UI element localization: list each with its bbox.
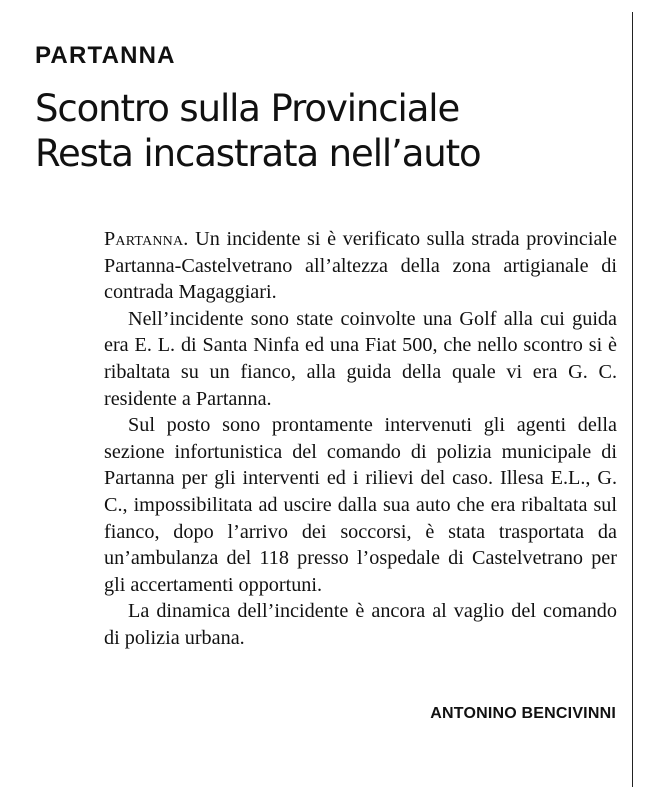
article-headline (35, 86, 625, 176)
dateline: Partanna. (104, 228, 189, 250)
paragraph-1 (104, 226, 617, 306)
kicker-location: PARTANNA (35, 42, 176, 69)
article-body (104, 226, 617, 652)
paragraph-2: Nell’incidente sono state coinvolte una Golf alla cui guida era E. L. di Santa Ninfa ed una Fiat 500, che nello scontro si è ribaltata su un fianco, alla guida della quale vi era G. C. residente a Partanna. (104, 307, 617, 410)
paragraph-4: La dinamica dell’incidente è ancora al vaglio del comando di polizia urbana. (104, 600, 617, 649)
headline-line-1: Scontro sulla Provinciale (35, 87, 460, 130)
paragraph-1-text: Un incidente si è verificato sulla strada provinciale Partanna-Castelvetrano all’altezza della zona artigianale di contrada Magaggiari. (104, 228, 617, 304)
headline-line-2: Resta incastrata nell’auto (35, 132, 481, 175)
author-byline: ANTONINO BENCIVINNI (430, 705, 616, 722)
paragraph-3: Sul posto sono prontamente intervenuti gli agenti della sezione infortunistica del comando di polizia municipale di Partanna per gli interventi ed i rilievi del caso. Illesa E.L., G. C., impossibilitata ad uscire dalla sua auto che era ribaltata sul fianco, dopo l’arrivo dei soccorsi, è stata trasportata da un’ambulanza del 118 presso l’ospedale di Castelvetrano per gli accertamenti opportuni. (104, 414, 617, 596)
column-rule (632, 12, 633, 787)
